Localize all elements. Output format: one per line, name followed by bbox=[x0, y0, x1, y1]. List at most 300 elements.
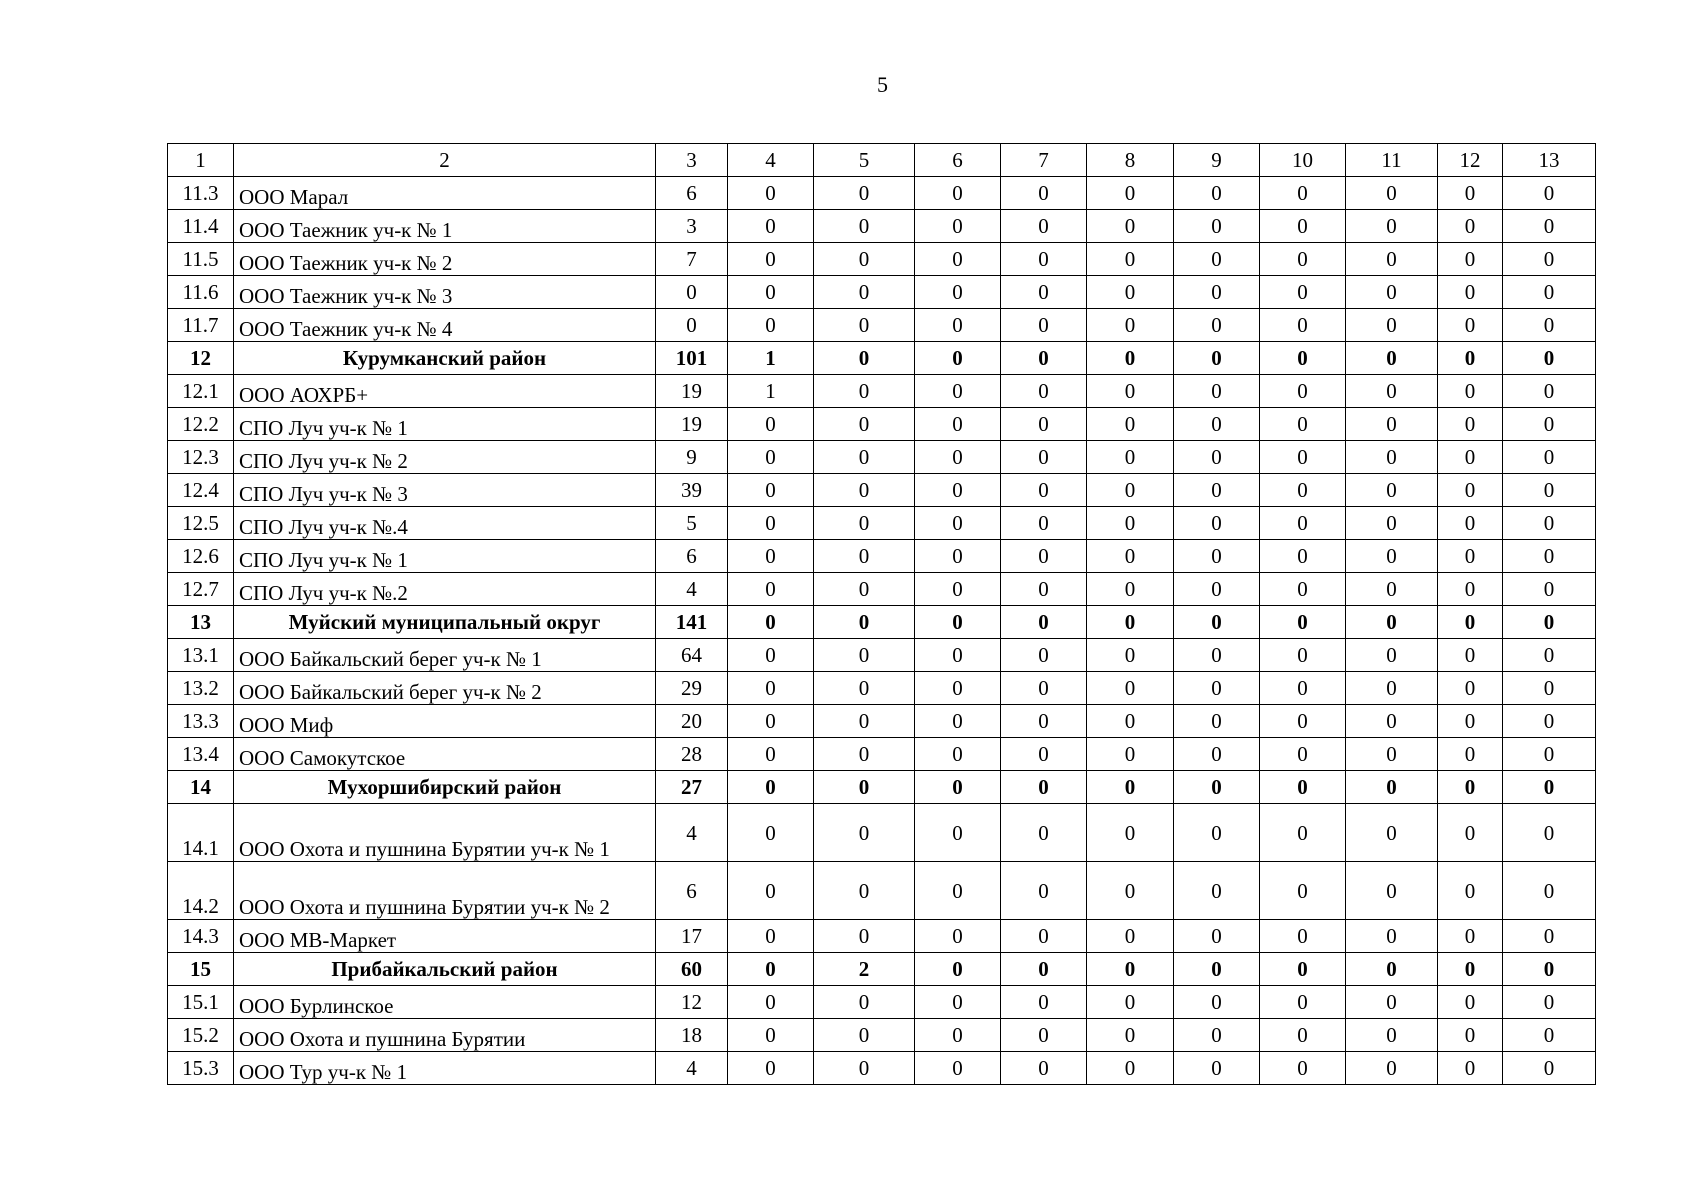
value-cell: 0 bbox=[1503, 738, 1596, 771]
value-cell: 0 bbox=[1503, 474, 1596, 507]
column-number-header: 8 bbox=[1087, 144, 1174, 177]
table-row bbox=[168, 920, 1596, 953]
value-cell: 0 bbox=[1503, 540, 1596, 573]
value-cell: 0 bbox=[1438, 408, 1503, 441]
value-cell: 0 bbox=[1438, 639, 1503, 672]
value-cell: 0 bbox=[1001, 276, 1087, 309]
value-cell: 0 bbox=[1503, 705, 1596, 738]
value-cell: 0 bbox=[1087, 862, 1174, 920]
value-cell: 0 bbox=[1087, 540, 1174, 573]
value-cell: 0 bbox=[1260, 705, 1346, 738]
value-cell: 0 bbox=[1346, 672, 1438, 705]
organization-name-cell: СПО Луч уч-к №.4 bbox=[234, 507, 656, 540]
value-cell: 0 bbox=[1346, 771, 1438, 804]
value-cell: 0 bbox=[1438, 573, 1503, 606]
row-number-cell: 12.2 bbox=[168, 408, 234, 441]
value-cell: 0 bbox=[1346, 276, 1438, 309]
value-cell: 0 bbox=[728, 243, 814, 276]
value-cell: 0 bbox=[1260, 177, 1346, 210]
value-cell: 0 bbox=[1174, 177, 1260, 210]
value-cell: 0 bbox=[1087, 408, 1174, 441]
value-cell: 0 bbox=[1438, 1019, 1503, 1052]
value-cell: 0 bbox=[728, 210, 814, 243]
value-cell: 0 bbox=[1001, 243, 1087, 276]
value-cell: 0 bbox=[1001, 672, 1087, 705]
value-cell: 0 bbox=[1087, 705, 1174, 738]
value-cell: 0 bbox=[814, 920, 915, 953]
row-number-cell: 11.4 bbox=[168, 210, 234, 243]
value-cell: 0 bbox=[1438, 1052, 1503, 1085]
value-cell: 0 bbox=[1174, 705, 1260, 738]
column-number-header: 4 bbox=[728, 144, 814, 177]
table-row bbox=[168, 862, 1596, 920]
value-cell: 0 bbox=[1174, 804, 1260, 862]
value-cell: 0 bbox=[1346, 441, 1438, 474]
value-cell: 0 bbox=[728, 672, 814, 705]
organization-name-cell: ООО Миф bbox=[234, 705, 656, 738]
value-cell: 0 bbox=[1001, 342, 1087, 375]
row-number-cell: 11.6 bbox=[168, 276, 234, 309]
value-cell: 0 bbox=[814, 507, 915, 540]
data-table bbox=[167, 143, 1596, 1085]
column-number-header: 1 bbox=[168, 144, 234, 177]
value-cell: 0 bbox=[1174, 375, 1260, 408]
value-cell: 0 bbox=[1503, 243, 1596, 276]
value-cell: 0 bbox=[1087, 986, 1174, 1019]
value-cell: 9 bbox=[656, 441, 728, 474]
table-row bbox=[168, 705, 1596, 738]
value-cell: 0 bbox=[1001, 705, 1087, 738]
organization-name-cell: ООО Бурлинское bbox=[234, 986, 656, 1019]
value-cell: 0 bbox=[915, 210, 1001, 243]
value-cell: 0 bbox=[1346, 408, 1438, 441]
value-cell: 0 bbox=[1346, 540, 1438, 573]
column-number-header: 6 bbox=[915, 144, 1001, 177]
table-row bbox=[168, 1019, 1596, 1052]
value-cell: 0 bbox=[915, 920, 1001, 953]
value-cell: 0 bbox=[1503, 771, 1596, 804]
value-cell: 0 bbox=[814, 804, 915, 862]
value-cell: 0 bbox=[1438, 507, 1503, 540]
value-cell: 0 bbox=[728, 408, 814, 441]
value-cell: 0 bbox=[1503, 210, 1596, 243]
value-cell: 0 bbox=[1001, 408, 1087, 441]
value-cell: 27 bbox=[656, 771, 728, 804]
value-cell: 29 bbox=[656, 672, 728, 705]
value-cell: 0 bbox=[1087, 920, 1174, 953]
value-cell: 6 bbox=[656, 862, 728, 920]
value-cell: 0 bbox=[1346, 639, 1438, 672]
organization-name-cell: СПО Луч уч-к №.2 bbox=[234, 573, 656, 606]
value-cell: 0 bbox=[915, 441, 1001, 474]
value-cell: 0 bbox=[728, 540, 814, 573]
row-number-cell: 13.3 bbox=[168, 705, 234, 738]
value-cell: 0 bbox=[1174, 672, 1260, 705]
value-cell: 0 bbox=[1260, 920, 1346, 953]
value-cell: 4 bbox=[656, 573, 728, 606]
value-cell: 0 bbox=[915, 1052, 1001, 1085]
value-cell: 0 bbox=[1438, 474, 1503, 507]
value-cell: 0 bbox=[1174, 342, 1260, 375]
value-cell: 0 bbox=[1001, 986, 1087, 1019]
value-cell: 0 bbox=[1503, 862, 1596, 920]
value-cell: 0 bbox=[728, 738, 814, 771]
organization-name-cell: ООО Тур уч-к № 1 bbox=[234, 1052, 656, 1085]
value-cell: 0 bbox=[1260, 342, 1346, 375]
row-number-cell: 12.1 bbox=[168, 375, 234, 408]
value-cell: 0 bbox=[1260, 441, 1346, 474]
value-cell: 39 bbox=[656, 474, 728, 507]
value-cell: 0 bbox=[1174, 408, 1260, 441]
value-cell: 0 bbox=[1438, 309, 1503, 342]
value-cell: 0 bbox=[1503, 953, 1596, 986]
table-row bbox=[168, 276, 1596, 309]
value-cell: 6 bbox=[656, 540, 728, 573]
value-cell: 0 bbox=[1503, 507, 1596, 540]
value-cell: 0 bbox=[1174, 474, 1260, 507]
value-cell: 0 bbox=[728, 573, 814, 606]
value-cell: 0 bbox=[1001, 375, 1087, 408]
value-cell: 0 bbox=[1087, 639, 1174, 672]
row-number-cell: 11.3 bbox=[168, 177, 234, 210]
value-cell: 0 bbox=[1001, 573, 1087, 606]
value-cell: 0 bbox=[1087, 441, 1174, 474]
value-cell: 0 bbox=[1087, 243, 1174, 276]
value-cell: 0 bbox=[1346, 804, 1438, 862]
table-row bbox=[168, 1052, 1596, 1085]
value-cell: 0 bbox=[656, 276, 728, 309]
value-cell: 0 bbox=[1260, 606, 1346, 639]
table-row bbox=[168, 177, 1596, 210]
value-cell: 17 bbox=[656, 920, 728, 953]
value-cell: 0 bbox=[1438, 986, 1503, 1019]
value-cell: 0 bbox=[1260, 639, 1346, 672]
value-cell: 0 bbox=[1174, 507, 1260, 540]
organization-name-cell: ООО МВ-Маркет bbox=[234, 920, 656, 953]
value-cell: 0 bbox=[1001, 771, 1087, 804]
value-cell: 0 bbox=[1438, 862, 1503, 920]
value-cell: 0 bbox=[728, 441, 814, 474]
district-row bbox=[168, 606, 1596, 639]
value-cell: 0 bbox=[1001, 210, 1087, 243]
table-row bbox=[168, 738, 1596, 771]
value-cell: 0 bbox=[915, 639, 1001, 672]
value-cell: 0 bbox=[915, 862, 1001, 920]
value-cell: 0 bbox=[1503, 177, 1596, 210]
value-cell: 0 bbox=[1503, 375, 1596, 408]
value-cell: 0 bbox=[728, 804, 814, 862]
value-cell: 0 bbox=[1087, 738, 1174, 771]
organization-name-cell: ООО Марал bbox=[234, 177, 656, 210]
value-cell: 0 bbox=[1001, 862, 1087, 920]
value-cell: 0 bbox=[814, 540, 915, 573]
value-cell: 28 bbox=[656, 738, 728, 771]
value-cell: 0 bbox=[814, 606, 915, 639]
value-cell: 0 bbox=[728, 920, 814, 953]
row-number-cell: 11.7 bbox=[168, 309, 234, 342]
organization-name-cell: СПО Луч уч-к № 1 bbox=[234, 408, 656, 441]
value-cell: 20 bbox=[656, 705, 728, 738]
value-cell: 0 bbox=[1346, 738, 1438, 771]
value-cell: 0 bbox=[915, 309, 1001, 342]
row-number-cell: 12.5 bbox=[168, 507, 234, 540]
value-cell: 0 bbox=[1260, 804, 1346, 862]
value-cell: 0 bbox=[1438, 804, 1503, 862]
value-cell: 0 bbox=[1087, 804, 1174, 862]
value-cell: 0 bbox=[1503, 408, 1596, 441]
row-number-cell: 15 bbox=[168, 953, 234, 986]
value-cell: 0 bbox=[728, 276, 814, 309]
table-row bbox=[168, 672, 1596, 705]
value-cell: 19 bbox=[656, 408, 728, 441]
value-cell: 60 bbox=[656, 953, 728, 986]
column-number-header: 2 bbox=[234, 144, 656, 177]
organization-name-cell: СПО Луч уч-к № 2 bbox=[234, 441, 656, 474]
value-cell: 0 bbox=[1346, 862, 1438, 920]
value-cell: 0 bbox=[1438, 606, 1503, 639]
value-cell: 0 bbox=[1087, 953, 1174, 986]
district-row bbox=[168, 771, 1596, 804]
value-cell: 0 bbox=[1260, 210, 1346, 243]
table-row bbox=[168, 573, 1596, 606]
value-cell: 0 bbox=[915, 1019, 1001, 1052]
value-cell: 0 bbox=[814, 276, 915, 309]
value-cell: 0 bbox=[1087, 474, 1174, 507]
value-cell: 0 bbox=[1346, 1052, 1438, 1085]
value-cell: 0 bbox=[1174, 309, 1260, 342]
table-row bbox=[168, 210, 1596, 243]
table-row bbox=[168, 986, 1596, 1019]
value-cell: 0 bbox=[1001, 606, 1087, 639]
value-cell: 1 bbox=[728, 375, 814, 408]
value-cell: 0 bbox=[1001, 507, 1087, 540]
value-cell: 0 bbox=[1087, 672, 1174, 705]
row-number-cell: 12 bbox=[168, 342, 234, 375]
value-cell: 5 bbox=[656, 507, 728, 540]
value-cell: 0 bbox=[915, 408, 1001, 441]
value-cell: 4 bbox=[656, 1052, 728, 1085]
value-cell: 0 bbox=[728, 177, 814, 210]
value-cell: 0 bbox=[814, 672, 915, 705]
value-cell: 0 bbox=[814, 1052, 915, 1085]
value-cell: 0 bbox=[1503, 606, 1596, 639]
row-number-cell: 14.2 bbox=[168, 862, 234, 920]
value-cell: 64 bbox=[656, 639, 728, 672]
value-cell: 0 bbox=[1174, 243, 1260, 276]
value-cell: 0 bbox=[814, 441, 915, 474]
value-cell: 0 bbox=[915, 986, 1001, 1019]
value-cell: 3 bbox=[656, 210, 728, 243]
organization-name-cell: СПО Луч уч-к № 1 bbox=[234, 540, 656, 573]
value-cell: 0 bbox=[1438, 276, 1503, 309]
value-cell: 0 bbox=[656, 309, 728, 342]
value-cell: 0 bbox=[814, 210, 915, 243]
value-cell: 0 bbox=[1260, 375, 1346, 408]
value-cell: 0 bbox=[728, 606, 814, 639]
value-cell: 0 bbox=[1346, 210, 1438, 243]
value-cell: 0 bbox=[1260, 573, 1346, 606]
value-cell: 19 bbox=[656, 375, 728, 408]
value-cell: 0 bbox=[1087, 177, 1174, 210]
value-cell: 0 bbox=[1260, 771, 1346, 804]
column-number-header: 11 bbox=[1346, 144, 1438, 177]
value-cell: 0 bbox=[1174, 738, 1260, 771]
row-number-cell: 13.4 bbox=[168, 738, 234, 771]
value-cell: 0 bbox=[1503, 639, 1596, 672]
value-cell: 0 bbox=[814, 177, 915, 210]
row-number-cell: 11.5 bbox=[168, 243, 234, 276]
value-cell: 0 bbox=[1174, 862, 1260, 920]
value-cell: 0 bbox=[1001, 540, 1087, 573]
value-cell: 0 bbox=[915, 705, 1001, 738]
value-cell: 7 bbox=[656, 243, 728, 276]
value-cell: 0 bbox=[1260, 309, 1346, 342]
row-number-cell: 13.1 bbox=[168, 639, 234, 672]
organization-name-cell: ООО Таежник уч-к № 4 bbox=[234, 309, 656, 342]
value-cell: 0 bbox=[1001, 953, 1087, 986]
value-cell: 0 bbox=[1503, 804, 1596, 862]
value-cell: 0 bbox=[1087, 573, 1174, 606]
value-cell: 0 bbox=[1001, 177, 1087, 210]
value-cell: 4 bbox=[656, 804, 728, 862]
table-row bbox=[168, 243, 1596, 276]
value-cell: 0 bbox=[1001, 1019, 1087, 1052]
value-cell: 0 bbox=[728, 862, 814, 920]
organization-name-cell: ООО Байкальский берег уч-к № 2 bbox=[234, 672, 656, 705]
value-cell: 12 bbox=[656, 986, 728, 1019]
table-header-row bbox=[168, 144, 1596, 177]
value-cell: 0 bbox=[1087, 342, 1174, 375]
value-cell: 0 bbox=[1087, 210, 1174, 243]
table-row bbox=[168, 309, 1596, 342]
value-cell: 0 bbox=[1260, 276, 1346, 309]
value-cell: 0 bbox=[1438, 441, 1503, 474]
district-name-cell: Прибайкальский район bbox=[234, 953, 656, 986]
value-cell: 0 bbox=[1438, 953, 1503, 986]
value-cell: 0 bbox=[1174, 953, 1260, 986]
value-cell: 0 bbox=[1174, 986, 1260, 1019]
value-cell: 0 bbox=[1174, 1052, 1260, 1085]
value-cell: 0 bbox=[814, 342, 915, 375]
row-number-cell: 12.3 bbox=[168, 441, 234, 474]
value-cell: 0 bbox=[814, 408, 915, 441]
value-cell: 0 bbox=[1503, 1019, 1596, 1052]
value-cell: 0 bbox=[1087, 1052, 1174, 1085]
value-cell: 0 bbox=[814, 474, 915, 507]
organization-name-cell: ООО Таежник уч-к № 1 bbox=[234, 210, 656, 243]
value-cell: 0 bbox=[728, 986, 814, 1019]
value-cell: 0 bbox=[1438, 705, 1503, 738]
district-row bbox=[168, 342, 1596, 375]
row-number-cell: 14.1 bbox=[168, 804, 234, 862]
district-name-cell: Мухоршибирский район bbox=[234, 771, 656, 804]
value-cell: 0 bbox=[1174, 920, 1260, 953]
value-cell: 0 bbox=[915, 953, 1001, 986]
page-number: 5 bbox=[877, 72, 888, 97]
organization-name-cell: ООО Охота и пушнина Бурятии уч-к № 1 bbox=[234, 804, 656, 862]
row-number-cell: 14 bbox=[168, 771, 234, 804]
value-cell: 0 bbox=[1260, 1052, 1346, 1085]
value-cell: 0 bbox=[1503, 672, 1596, 705]
value-cell: 0 bbox=[1001, 1052, 1087, 1085]
value-cell: 0 bbox=[915, 375, 1001, 408]
column-number-header: 12 bbox=[1438, 144, 1503, 177]
value-cell: 0 bbox=[1438, 738, 1503, 771]
value-cell: 0 bbox=[814, 986, 915, 1019]
value-cell: 0 bbox=[728, 705, 814, 738]
table-row bbox=[168, 474, 1596, 507]
value-cell: 0 bbox=[915, 606, 1001, 639]
value-cell: 0 bbox=[1001, 309, 1087, 342]
value-cell: 0 bbox=[728, 953, 814, 986]
value-cell: 0 bbox=[728, 639, 814, 672]
value-cell: 0 bbox=[915, 672, 1001, 705]
value-cell: 0 bbox=[915, 771, 1001, 804]
value-cell: 0 bbox=[915, 507, 1001, 540]
value-cell: 0 bbox=[1001, 639, 1087, 672]
organization-name-cell: ООО АОХРБ+ bbox=[234, 375, 656, 408]
value-cell: 0 bbox=[1087, 507, 1174, 540]
value-cell: 0 bbox=[1260, 243, 1346, 276]
value-cell: 0 bbox=[915, 243, 1001, 276]
value-cell: 0 bbox=[1087, 771, 1174, 804]
value-cell: 0 bbox=[1346, 507, 1438, 540]
value-cell: 0 bbox=[1346, 243, 1438, 276]
value-cell: 0 bbox=[1087, 1019, 1174, 1052]
row-number-cell: 12.6 bbox=[168, 540, 234, 573]
value-cell: 0 bbox=[915, 342, 1001, 375]
value-cell: 0 bbox=[1087, 606, 1174, 639]
value-cell: 0 bbox=[1503, 986, 1596, 1019]
column-number-header: 7 bbox=[1001, 144, 1087, 177]
table-row bbox=[168, 804, 1596, 862]
value-cell: 0 bbox=[814, 309, 915, 342]
table-row bbox=[168, 540, 1596, 573]
value-cell: 0 bbox=[1503, 441, 1596, 474]
value-cell: 0 bbox=[1503, 920, 1596, 953]
value-cell: 0 bbox=[728, 771, 814, 804]
value-cell: 0 bbox=[1260, 408, 1346, 441]
value-cell: 0 bbox=[1346, 1019, 1438, 1052]
value-cell: 0 bbox=[1503, 309, 1596, 342]
value-cell: 0 bbox=[1346, 986, 1438, 1019]
value-cell: 0 bbox=[1174, 771, 1260, 804]
column-number-header: 3 bbox=[656, 144, 728, 177]
organization-name-cell: ООО Таежник уч-к № 2 bbox=[234, 243, 656, 276]
value-cell: 0 bbox=[1174, 573, 1260, 606]
value-cell: 0 bbox=[728, 1052, 814, 1085]
value-cell: 0 bbox=[728, 309, 814, 342]
value-cell: 0 bbox=[1260, 738, 1346, 771]
value-cell: 0 bbox=[1001, 920, 1087, 953]
value-cell: 0 bbox=[814, 573, 915, 606]
value-cell: 101 bbox=[656, 342, 728, 375]
value-cell: 0 bbox=[1438, 771, 1503, 804]
value-cell: 0 bbox=[1346, 606, 1438, 639]
value-cell: 0 bbox=[1346, 953, 1438, 986]
value-cell: 0 bbox=[915, 474, 1001, 507]
value-cell: 0 bbox=[1438, 920, 1503, 953]
value-cell: 0 bbox=[1346, 177, 1438, 210]
row-number-cell: 14.3 bbox=[168, 920, 234, 953]
value-cell: 0 bbox=[814, 705, 915, 738]
value-cell: 0 bbox=[1087, 375, 1174, 408]
value-cell: 0 bbox=[915, 804, 1001, 862]
value-cell: 0 bbox=[1260, 862, 1346, 920]
value-cell: 0 bbox=[1346, 342, 1438, 375]
value-cell: 0 bbox=[1001, 474, 1087, 507]
value-cell: 0 bbox=[728, 1019, 814, 1052]
